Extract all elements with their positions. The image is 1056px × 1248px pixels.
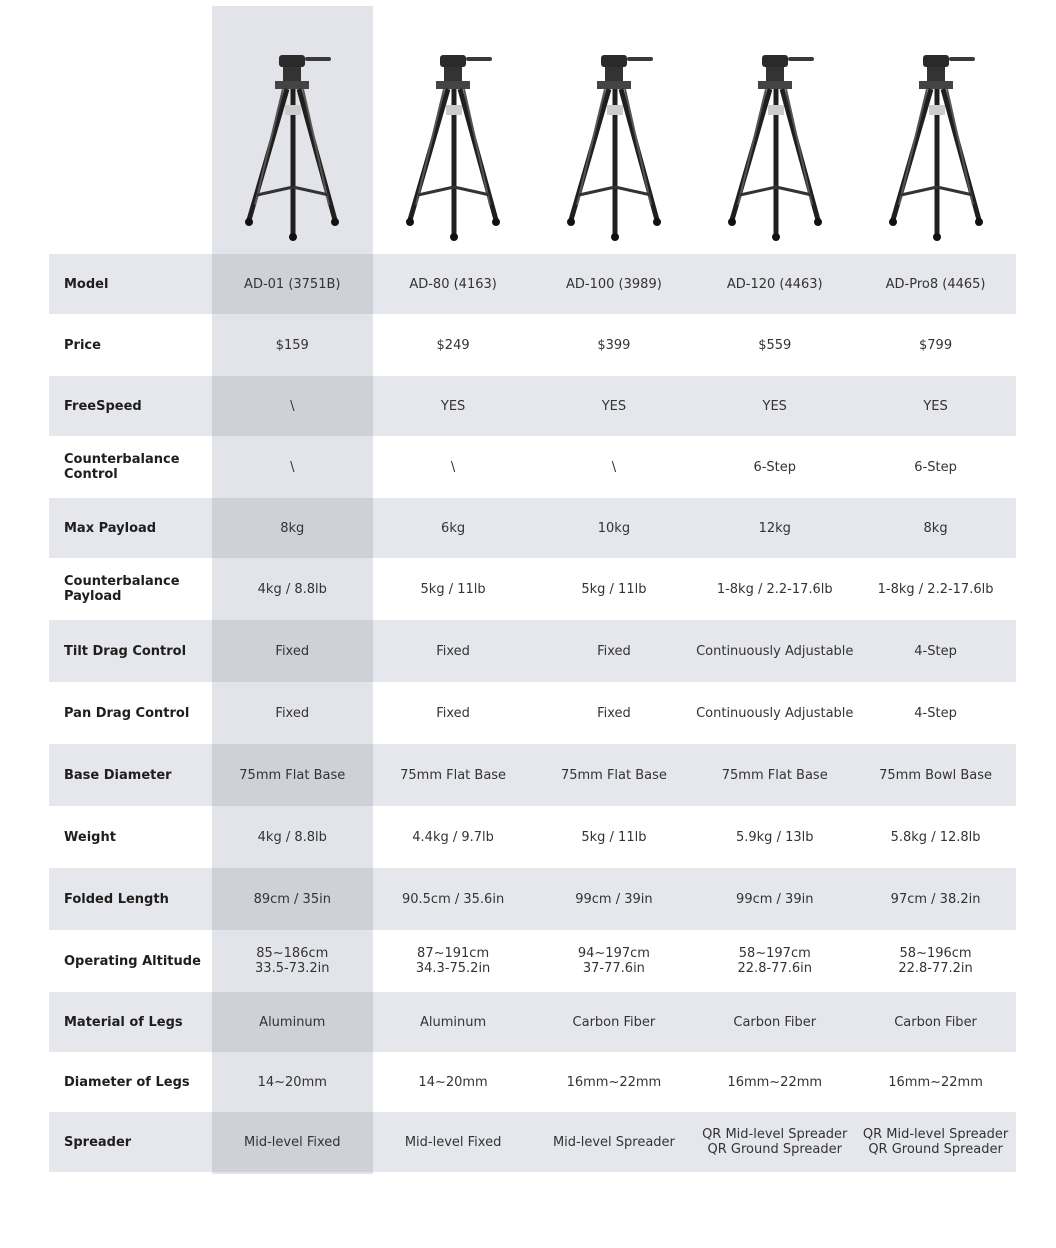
table-cell: YES [440,398,466,414]
tripod-icon [871,45,1001,245]
table-cell: 4kg / 8.8lb [212,558,373,620]
row-label: Price [64,337,101,353]
table-cell: YES [601,398,627,414]
table-cell: 1-8kg / 2.2-17.6lb [716,581,833,597]
table-cell: 75mm Flat Base [400,767,507,783]
table-cell: $399 [597,337,631,353]
row-label: Counterbalance Control [64,452,180,482]
table-cell: Fixed [597,705,631,721]
table-cell: Mid-level Fixed [404,1134,502,1150]
table-cell: Fixed [436,643,470,659]
table-cell: Aluminum [212,992,373,1052]
table-cell: $159 [212,314,373,376]
row-label: Max Payload [64,520,157,536]
table-row [49,436,1016,498]
table-cell: $249 [436,337,470,353]
table-cell: 75mm Flat Base [560,767,667,783]
tripod-icon [227,45,357,245]
table-cell: 58~197cm 22.8-77.6in [737,946,812,976]
table-row [49,1112,1016,1172]
table-cell: 5kg / 11lb [581,581,647,597]
table-cell: Carbon Fiber [733,1014,817,1030]
table-row [49,868,1016,930]
tripod-icon [388,45,518,245]
row-label: FreeSpeed [64,398,142,414]
table-cell: AD-01 (3751B) [212,254,373,314]
table-cell: 58~196cm 22.8-77.2in [898,946,973,976]
table-cell: \ [212,436,373,498]
table-row [49,498,1016,558]
table-cell: QR Mid-level Spreader QR Ground Spreader [702,1127,848,1157]
tripod-icon [710,45,840,245]
table-cell: 4-Step [914,705,957,721]
row-label: Folded Length [64,891,169,907]
table-cell: 10kg [597,520,631,536]
table-cell: AD-100 (3989) [566,276,662,292]
table-cell: YES [762,398,787,414]
table-cell: 4.4kg / 9.7lb [412,829,494,845]
row-label: Material of Legs [64,1014,183,1030]
product-images [212,40,1016,250]
table-row [49,744,1016,806]
table-cell: AD-Pro8 (4465) [885,276,986,292]
table-cell: 6-Step [914,459,957,475]
table-cell: 16mm~22mm [727,1074,823,1090]
table-cell: 90.5cm / 35.6in [401,891,505,907]
row-label: Spreader [64,1134,132,1150]
table-cell: Mid-level Fixed [212,1112,373,1172]
table-row [49,620,1016,682]
table-cell: 4-Step [914,643,957,659]
table-cell: 6kg [441,520,466,536]
table-cell: Mid-level Spreader [552,1134,675,1150]
table-row [49,558,1016,620]
table-cell: AD-120 (4463) [726,276,823,292]
table-row [49,682,1016,744]
table-cell: YES [923,398,948,414]
tripod-image-4 [695,40,855,250]
table-cell: 99cm / 39in [736,891,814,907]
table-cell: 75mm Flat Base [212,744,373,806]
tripod-image-2 [373,40,533,250]
table-cell: 14~20mm [212,1052,373,1112]
table-cell: Fixed [597,643,631,659]
table-cell: \ [212,376,373,436]
table-cell: 5kg / 11lb [581,829,647,845]
table-cell: Carbon Fiber [572,1014,656,1030]
table-cell: 75mm Flat Base [721,767,828,783]
table-cell: Fixed [212,682,373,744]
table-cell: 16mm~22mm [566,1074,662,1090]
table-cell: Carbon Fiber [894,1014,977,1030]
tripod-image-5 [856,40,1016,250]
table-cell: $799 [919,337,953,353]
table-row [49,1052,1016,1112]
row-label: Tilt Drag Control [64,643,187,659]
row-label: Operating Altitude [64,953,201,969]
table-cell: 85~186cm 33.5-73.2in [212,930,373,992]
table-cell: 12kg [758,520,791,536]
table-cell: 87~191cm 34.3-75.2in [415,946,491,976]
row-label: Counterbalance Payload [64,574,180,604]
table-cell: Continuously Adjustable [696,705,854,721]
table-cell: 8kg [212,498,373,558]
table-cell: \ [450,459,456,475]
table-cell: 75mm Bowl Base [879,767,993,783]
table-cell: \ [611,459,617,475]
table-cell: QR Mid-level Spreader QR Ground Spreader [862,1127,1009,1157]
table-cell: 94~197cm 37-77.6in [577,946,650,976]
table-cell: Continuously Adjustable [696,643,854,659]
table-cell: 97cm / 38.2in [890,891,981,907]
table-row [49,314,1016,376]
table-cell: Aluminum [420,1014,487,1030]
row-label: Pan Drag Control [64,705,190,721]
table-cell: 5kg / 11lb [420,581,486,597]
table-cell: 16mm~22mm [888,1074,983,1090]
table-cell: Fixed [212,620,373,682]
row-label: Model [64,276,109,292]
table-cell: 8kg [923,520,948,536]
table-cell: 6-Step [753,459,797,475]
table-cell: $559 [758,337,792,353]
table-cell: 1-8kg / 2.2-17.6lb [877,581,994,597]
table-row [49,254,1016,314]
table-row [49,806,1016,868]
table-cell: 5.9kg / 13lb [735,829,814,845]
comparison-table [49,254,1016,1172]
table-row [49,930,1016,992]
table-cell: 99cm / 39in [575,891,653,907]
table-cell: 4kg / 8.8lb [212,806,373,868]
tripod-image-1 [212,40,372,250]
table-row [49,376,1016,436]
table-cell: Fixed [436,705,470,721]
tripod-icon [549,45,679,245]
row-label: Diameter of Legs [64,1074,190,1090]
table-cell: 5.8kg / 12.8lb [890,829,981,845]
tripod-image-3 [534,40,694,250]
row-label: Base Diameter [64,767,172,783]
table-cell: 14~20mm [418,1074,488,1090]
table-cell: 89cm / 35in [212,868,373,930]
row-label: Weight [64,829,116,845]
table-row [49,992,1016,1052]
table-cell: AD-80 (4163) [409,276,497,292]
